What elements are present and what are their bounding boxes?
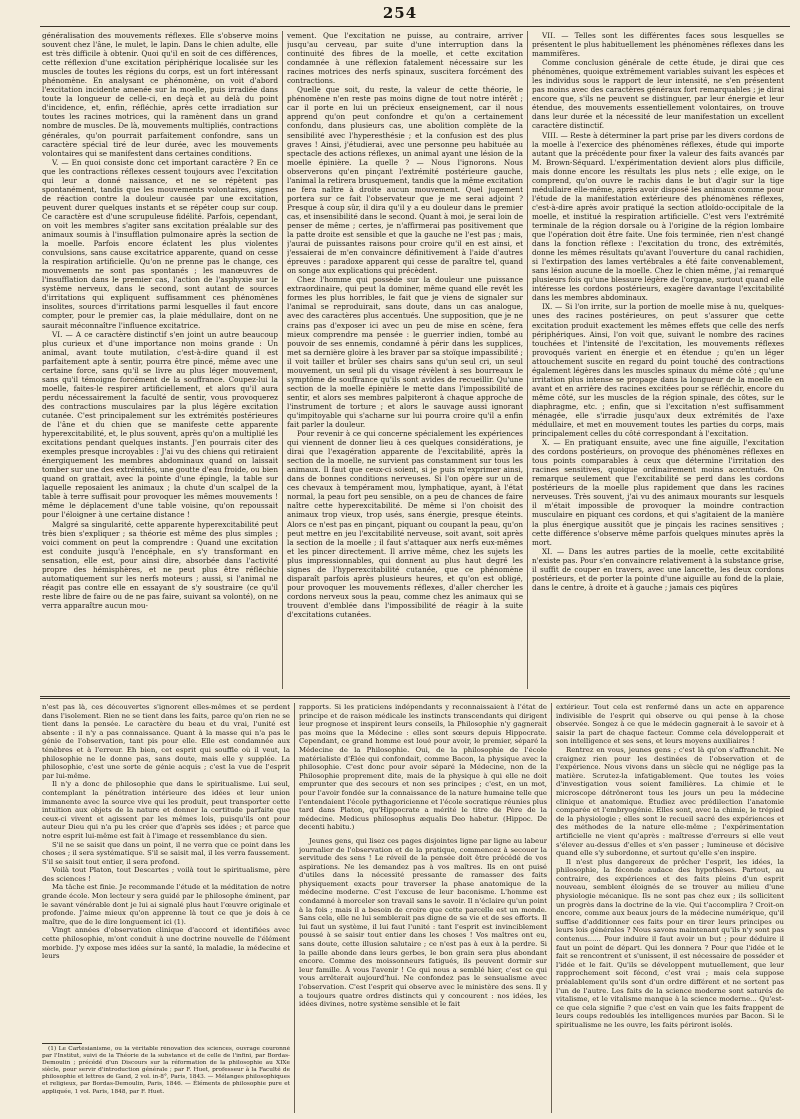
paragraph: Il n'y a donc de philosophie que dans le spiritualisme. Lui seul, contemplant la pénétration intérieure des idées et leur union immanente avec la source vive qui les produit, peut transporter cette intuition aux objets de la nature et donner la certitude parfaite que ceux-ci vivent et agissent par les mêmes lois, puisqu'ils ont pour auteur Dieu qui n'a pu les créer que d'après ses idées ; et parce que notre esprit lui-même est fait à l'image et ressemblance du sien. [42, 780, 290, 840]
footnote-rule [42, 1043, 82, 1044]
paragraph: V. — En quoi consiste donc cet important caractère ? En ce que les contractions réflexes cessent toujours avec l'excitation qui leur a donné naissance, et ne se répètent pas spontanément, tandis que les mouvements volontaires, signes de réaction contre la douleur causée par une excitation, peuvent durer quelques instants et se répéter coup sur coup. Ce caractère est d'une scrupuleuse fidélité. Parfois, cependant, on voit les membres s'agiter sans excitation préalable sur des animaux soumis à l'insufflation pulmonaire après la section de la moelle. Parfois encore éclatent les plus violentes convulsions, sans cause excitatrice apparente, quand on cesse la respiration artificielle. Qu'on ne prenne pas le change, ces mouvements ne sont pas spontanés ; les manœuvres de l'insufflation dans le premier cas, l'action de l'asphyxie sur le système nerveux, dans le second, sont autant de sources d'irritations qui expliquent suffisamment ces phénomènes insolites, sources d'irritations parmi lesquelles il faut encore compter, pour le premier cas, la plaie médullaire, dont on ne saurait méconnaître l'influence excitatrice. [42, 157, 278, 330]
upper-column-2 [287, 31, 523, 691]
paragraph: généralisation des mouvements réflexes. Elle s'observe moins souvent chez l'âne, le mulet, le lapin. Dans le chien adulte, elle est très difficile à obtenir. Quoi qu'il en soit de ces différences, cette réflexion d'une excitation périphérique localisée sur les muscles de toutes les régions du corps, est un fort intéressant phénomène. En analysant ce phénomène, on voit d'abord l'excitation incidente amenée sur la moelle, puis irradiée dans toute la longueur de celle-ci, en deçà et au delà du point d'incidence, et, enfin, réfléchie, après cette irradiation sur toutes les racines motrices, qui la ramènent dans un grand nombre de muscles. De là, mouvements multipliés, contractions générales, qu'on pourrait parfaitement confondre, sans un caractère spécial tiré de leur durée, avec les mouvements volontaires qui se manifestent dans certaines conditions. [42, 31, 278, 158]
footnote: (1) Le Cartésianisme, ou la véritable rénovation des sciences, ouvrage couronné par l'Institut, suivi de la Théorie de la substance et de celle de l'infini, par Bordas-Demoulin ; précédé d'un Discours sur la réformation de la philosophie au XIXe siècle, pour servir d'introduction générale ; par F. Huet, professeur à la Faculté de philosophie et lettres de Gand, 2 vol. in-8°, Paris, 1843. — Mélanges philosophiques et religieux, par Bordas-Demoulin, Paris, 1846. — Éléments de philosophie pure et appliquée, 1 vol. Paris, 1848, par F. Huet. [42, 1046, 290, 1095]
lower-column-2 [299, 703, 547, 1113]
upper-column-3 [532, 31, 784, 691]
paragraph: n'est pas là, ces découvertes s'ignorent elles-mêmes et se perdent dans l'isolement. Rien ne se tient dans les faits, parce qu'on rien ne se tient dans la pensée. Le caractère du beau et du vrai, l'unité est absente : il n'y a pas connaissance. Quant à la masse qui n'a pas le génie de l'observation, tant pis pour elle. Elle est condamnée aux ténèbres et à l'erreur. Eh bien, cet esprit qui souffle où il veut, la philosophie ne le donne pas, sans doute, mais elle y supplée. La philosophie, c'est une sorte de génie acquis ; c'est la vue de l'esprit par lui-même. [42, 703, 290, 780]
column-divider [527, 31, 528, 689]
paragraph: Voilà tout Platon, tout Descartes ; voilà tout le spiritualisme, père des sciences ! [42, 866, 290, 883]
paragraph: Chez l'homme qui possède sur la douleur une puissance extraordinaire, qui peut la dominer, même quand elle revêt les formes les plus horribles, le fait que je viens de signaler sur l'animal se reproduirait, sans doute, dans un cas analogue, avec des caractères plus accentués. Une supposition, que je ne crains pas d'exposer ici avec un peu de mise en scène, fera mieux comprendre ma pensée : le guerrier indien, tombé au pouvoir de ses ennemis, condamné à périr dans les supplices, met sa dernière gloire à les braver par sa stoïque impassibilité ; il voit tailler et brûler ses chairs sans qu'un seul cri, un seul mouvement, un seul pli du visage révèlent à ses bourreaux le symptôme de souffrance qu'ils sont avides de recueillir. Qu'une section de la moelle épinière le mette dans l'impossibilité de sentir, et alors ses membres palpiteront à chaque approche de l'instrument de torture ; et alors le sauvage aussi ignorant qu'impitoyable qui s'acharne sur lui pourra croire qu'il a enfin fait parler la douleur. [287, 275, 523, 430]
paragraph: Ma tâche est finie. Je recommande l'étude et la méditation de notre grande école. Mon lecteur y sera guidé par le philosophe éminent, par le savant vénérable dont je lui ai signalé plus haut l'œuvre originale et profonde. J'aime mieux qu'on apprenne là tout ce que je dois à ce maître, que de le dire longuement ici (1). [42, 883, 290, 926]
paragraph: Quelle que soit, du reste, la valeur de cette théorie, le phénomène n'en reste pas moins digne de tout notre intérêt ; car il porte en lui un précieux enseignement, car il nous apprend qu'on peut confondre et qu'on a certainement confondu, dans plusieurs cas, une abolition complète de la sensibilité avec l'hyperesthésie ; et la confusion est des plus graves ! Ainsi, j'étudierai, avec une personne peu habituée au spectacle des actions réflexes, un animal ayant une lésion de la moelle épinière. La quelle ? — Nous l'ignorons. Nous observerons qu'en pinçant l'extrémité postérieure gauche, l'animal la retirera brusquement, tandis que la même excitation ne fera naître à droite aucun mouvement. Quel jugement portera sur ce fait l'observateur que je me serai adjoint ? Presque à coup sûr, il dira qu'il y a eu douleur dans le premier cas, et insensibilité dans le second. Quant à moi, je serai loin de penser de même ; certes, je n'affirmerai pas positivement que la patte droite est sensible et que la gauche ne l'est pas ; mais, j'aurai de puissantes raisons pour croire qu'il en est ainsi, et j'essaierai de m'en convaincre définitivement à l'aide d'autres épreuves : paradoxe apparent qui cesse de paraître tel, quand on songe aux explications qui précèdent. [287, 85, 523, 276]
page-number: 254 [382, 4, 418, 22]
section-divider [40, 696, 790, 699]
footnotes [42, 1046, 290, 1116]
paragraph: Jeunes gens, qui lisez ces pages disjointes ligne par ligne au labeur journalier de l'observation et de la pratique, commencez à secouer la servitude des sens ! Le réveil de la pensée doit être précédé de vos aspirations. Ne les demandez pas à vos maîtres. Ils en ont puisé d'utiles dans la nécessité pressante de ramasser des faits physiquement exacts pour traverser la phase anatomique de la médecine moderne. C'est l'excuse de leur baconisme. L'homme est condamné à morceler son travail sans le savoir. Il n'éclaire qu'un point à la fois ; mais il a besoin de croire que cette parcelle est un monde. Sans cela, elle ne lui semblerait pas digne de sa vie et de ses efforts. Il lui faut un système, il lui faut l'unité : tant l'esprit est invinciblement poussé à se saisir tout entier dans les choses ! Vos maîtres ont eu, sans doute, cette illusion salutaire ; ce n'est pas à eux à la perdre. Si la paille abonde dans leurs gerbes, le bon grain sera plus abondant encore. Comme des moissonneurs fatigués, ils peuvent dormir sur leur famille. À vous l'avenir ! Ce qui nous a semblé hier, c'est ce qui vous arrêterait aujourd'hui. Ne confondez pas le sensualisme avec l'observation. C'est l'esprit qui observe avec le ministère des sens. Il y a toujours quatre ordres distincts qui y concourent : nos idées, les idées divines, notre système sensible et le fait [299, 836, 547, 1009]
paragraph: rapports. Si les praticiens indépendants y reconnaissaient à l'état de principe et de raison médicale les instincts transcendants qui dirigent leur prognose et inspirent leurs conseils, la Philosophie n'y gagnerait pas moins que la Médecine : elles sont sœurs depuis Hippocrate. Cependant, ce grand homme est loué pour avoir, le premier, séparé la Médecine de la Philosophie. Oui, de la philosophie de l'école matérialiste d'Élée qui confondait, comme Bacon, la physique avec la philosophie. C'est donc pour avoir séparé la Médecine, non de la Philosophie proprement dite, mais de la physique à qui elle ne doit emprunter que des secours et non ses principes ; c'est, en un mot, pour l'avoir fondée sur la connaissance de la nature humaine telle que l'entendaient l'école pythagoricienne et l'école socratique réunies plus tard dans Platon, qu'Hippocrate a mérité le titre de Père de la médecine. Medicus philosophus æqualis Deo habetur. (Hippoc. De decenti habitu.) [299, 703, 547, 832]
column-divider [551, 703, 552, 1113]
column-divider [294, 703, 295, 1113]
paragraph: X. — En pratiquant ensuite, avec une fine aiguille, l'excitation des cordons postérieurs, on provoque des phénomènes réflexes en tous points comparables à ceux que détermine l'irritation des racines sensitives, quoique ordinairement moins accentués. On remarque seulement que l'excitabilité se perd dans les cordons postérieurs de la moelle plus rapidement que dans les racines nerveuses. Très souvent, j'ai vu des animaux mourants sur lesquels il m'était impossible de provoquer la moindre contraction musculaire en piquant ces cordons, et qui s'agitaient de la manière la plus énergique aussitôt que je pinçais les racines sensitives ; cette différence s'observe même parfois quelques minutes après la mort. [532, 438, 784, 547]
paragraph: VIII. — Reste à déterminer la part prise par les divers cordons de la moelle à l'exercice des phénomènes réflexes, étude qui importe autant que la précédente pour fixer la valeur des faits avancés par M. Brown-Séquard. L'expérimentation devient alors plus difficile, mais donne encore les résultats les plus nets ; elle exige, on le comprend, qu'on ouvre le rachis dans le but d'agir sur la tige médullaire elle-même, après avoir disposé les animaux comme pour l'étude de la manifestation extérieure des phénomènes réflexes, c'est-à-dire après avoir pratiqué la section atloïdo-occipitale de la moelle, et institué la respiration artificielle. C'est vers l'extrémité terminale de la région dorsale ou à l'origine de la région lombaire que l'opération doit être faite. Une fois terminée, rien n'est changé dans la fonction réflexe : l'excitation du tronc, des extrémités, donne les mêmes résultats qu'avant l'ouverture du canal rachidien, si l'extirpation des lames vertébrales a été faite convenablement, sans lésion aucune de la moelle. Chez le chien même, j'ai remarqué plusieurs fois qu'une blessure légère de l'organe, surtout quand elle intéresse les cordons postérieurs, exagère davantage l'excitabilité dans les membres abdominaux. [532, 130, 784, 303]
paragraph: Rentrez en vous, jeunes gens ; c'est là qu'on s'affranchit. Ne craignez rien pour les destinées de l'observation et de l'expérience. Nous vivons dans un siècle qui ne néglige pas la matière. Scrutez-la infatigablement. Que toutes les voies d'investigation vous soient familières. La chimie et le microscope détrôneront tous les jours un peu la médecine clinique et anatomique. Étudiez avec prédilection l'anatomie comparée et l'embryogénie. Elles sont, avec la chimie, le trépied de la physiologie ; elles sont le recueil sacré des expériences et des méthodes de la nature elle-même ; l'expérimentation artificielle ne vient qu'après : maîtresse d'erreurs si elle veut s'élever au-dessus d'elles et s'en passer ; lumineuse et décisive quand elle s'y subordonne, et surtout qu'elle s'en inspire. [556, 745, 784, 858]
paragraph: S'il ne se saisit que dans un point, il ne verra que ce point dans les choses ; il sera systématique. S'il se saisit mal, il les verra faussement. S'il se saisit tout entier, il sera profond. [42, 840, 290, 866]
header-rule [40, 26, 790, 27]
lower-column-1 [42, 703, 290, 1039]
lower-column-3 [556, 703, 784, 1113]
paragraph: VI. — A ce caractère distinctif s'en joint un autre beaucoup plus curieux et d'une importance non moins grande : Un animal, avant toute mutilation, c'est-à-dire quand il est parfaitement apte à sentir, pourra être pincé, même avec une certaine force, sans qu'il se livre au plus léger mouvement, sans qu'il témoigne forcément de la souffrance. Coupez-lui la moelle, faites-le respirer artificiellement, et alors qu'il aura perdu nécessairement la faculté de sentir, vous provoquerez des contractions musculaires par la plus légère excitation cutanée. C'est principalement sur les extrémités postérieures de l'âne et du chien que se manifeste cette apparente hyperexcitabilité, et, le plus souvent, après qu'on a multiplié les excitations pendant quelques instants. J'en pourrais citer des exemples presque incroyables : J'ai vu des chiens qui retiraient énergiquement les membres abdominaux quand on laissait tomber sur une des extrémités, une goutte d'eau froide, ou bien quand on grattait, avec la pointe d'une épingle, la table sur laquelle reposaient les animaux ; la chute d'un scalpel de la table à terre suffisait pour provoquer les mêmes mouvements ! même le déplacement d'une table voisine, qu'on repoussait pour l'éloigner à une certaine distance ! [42, 329, 278, 520]
paragraph: XI. — Dans les autres parties de la moelle, cette excitabilité n'existe pas. Pour s'en convaincre relativement à la substance grise, il suffit de couper en travers, avec une lancette, les deux cordons postérieurs, et de porter la pointe d'une aiguille au fond de la plaie, dans le centre, à droite et à gauche ; jamais ces piqûres [532, 546, 784, 592]
paragraph: Malgré sa singularité, cette apparente hyperexcitabilité peut très bien s'expliquer ; sa théorie est même des plus simples ; voici comment on peut la comprendre : Quand une excitation est conduite jusqu'à l'encéphale, en s'y transformant en sensation, elle est, pour ainsi dire, absorbée dans l'activité propre des hémisphères, et ne peut plus être réfléchie automatiquement sur les nerfs moteurs ; aussi, si l'animal ne réagit pas contre elle en essayant de s'y soustraire (ce qu'il reste libre de faire ou de ne pas faire, suivant sa volonté), on ne verra apparaître aucun mou- [42, 519, 278, 610]
paragraph: Il n'est plus dangereux de prêcher l'esprit, les idées, la philosophie, la féconde audace des hypothèses. Partout, au contraire, des expériences et des faits pleins d'un esprit nouveau, semblent éloignés de se trouver au milieu d'une physiologie mécanique. Ils ne sont pas chez eux ; ils sollicitent un progrès dans la doctrine de la vie. Qui t'accomplira ? Croit-on encore, comme aux beaux jours de la médecine numérique, qu'il suffise d'additionner ces faits pour en tirer leurs principes ou leurs lois générales ? Nous savons maintenant qu'ils n'y sont pas contenus...... Pour induire il faut avoir un but ; pour déduire il faut un point de départ. Qui les donnera ? Pour que l'idée et le fait se rencontrent et s'unissent, il est nécessaire de posséder et l'idée et le fait. Qu'ils se développent mutuellement, que leur rapprochement soit fécond, c'est vrai ; mais cela suppose préalablement qu'ils sont d'un ordre différent et ne sortent pas l'un de l'autre. Les faits de la science moderne sont saturés de vitalisme, et le vitalisme manque à la science moderne... Qu'est-ce que cela signifie ? que c'est en vain que les faits frappent de leurs coups redoublés les intelligences murées par Bacon. Si le spiritualisme ne les ouvre, les faits périront isolés. [556, 857, 784, 1029]
paragraph: VII. — Telles sont les différentes faces sous lesquelles se présentent le plus habituellement les phénomènes réflexes dans les mammifères. [532, 31, 784, 59]
paragraph: vement. Que l'excitation ne puisse, au contraire, arriver jusqu'au cerveau, par suite d'une interruption dans la continuité des fibres de la moelle, et cette excitation condamnée à une réflexion fatalement nécessaire sur les racines motrices des nerfs spinaux, suscitera forcément des contractions. [287, 31, 523, 86]
upper-column-1 [42, 31, 278, 691]
paragraph: Vingt années d'observation clinique d'accord et identifiées avec cette philosophie, m'ont conduit à une doctrine nouvelle de l'élément morbide. J'y expose mes idées sur la santé, la maladie, la médecine et leurs [42, 926, 290, 961]
paragraph: extérieur. Tout cela est renfermé dans un acte en apparence indivisible de l'esprit qui observe ou qui pense à la chose observée. Songez à ce que le médecin gagnerait à le savoir et à saisir la part de chaque facteur. Comme cela développerait et son intelligence et ses sens, et leurs moyens auxiliaires ! [556, 703, 784, 746]
paragraph: Comme conclusion générale de cette étude, je dirai que ces phénomènes, quoique extrêmement variables suivant les espèces et les individus sous le rapport de leur intensité, ne s'en présentent pas moins avec des caractères généraux fort remarquables ; je dirai encore que, s'ils ne peuvent se distinguer, par leur énergie et leur étendue, des mouvements essentiellement volontaires, on trouve dans leur durée et la nécessité de leur manifestation un excellent caractère distinctif. [532, 58, 784, 131]
column-divider [282, 31, 283, 689]
paragraph: Pour revenir à ce qui concerne spécialement les expériences qui viennent de donner lieu à ces quelques considérations, je dirai que l'exagération apparente de l'excitabilité, après la section de la moelle, ne survient pas constamment sur tous les animaux. Il faut que ceux-ci soient, si je puis m'exprimer ainsi, dans de bonnes conditions nerveuses. Si l'on opère sur un de ces chevaux à tempérament mou, lymphatique, ayant, à l'état normal, la peau fort peu sensible, on a peu de chances de faire naître cette hyperexcitabilité. De même si l'on choisit des animaux trop vieux, trop usés, sans énergie, presque éteints. Alors ce n'est pas en pinçant, piquant ou coupant la peau, qu'on peut mettre en jeu l'excitabilité nerveuse, soit avant, soit après la section de la moelle ; il faut s'attaquer aux nerfs eux-mêmes et les pincer directement. Il arrive même, chez les sujets les plus impressionnables, qui donnent au plus haut degré les signes de l'hyperexcitabilité cutanée, que ce phénomène disparaît parfois après plusieurs heures, et qu'on est obligé, pour provoquer les mouvements réflexes, d'aller chercher les cordons nerveux sous la peau, comme chez les animaux qui se trouvent d'emblée dans l'impossibilité de réagir à la suite d'excitations cutanées. [287, 429, 523, 619]
paragraph: IX. — Si l'on irrite, sur la portion de moelle mise à nu, quelques-unes des racines postérieures, on peut s'assurer que cette excitation produit exactement les mêmes effets que celle des nerfs périphériques. Ainsi, l'on voit que, suivant le nombre des racines touchées et l'intensité de l'excitation, les mouvements réflexes provoqués varient en énergie et en étendue ; qu'en un léger attouchement suscite en regard du point touché des contractions également légères dans les muscles spinaux du même côté ; qu'une irritation plus intense se propage dans la longueur de la moelle en avant et en arrière des racines excitées pour se réfléchir, encore du même côté, sur les muscles de la région spinale, des côtes, sur le diaphragme, etc. ; enfin, que si l'excitation n'est suffisamment ménagée, elle s'irradie jusqu'aux deux extrémités de l'axe médullaire, et met en mouvement toutes les parties du corps, mais principalement celles du côté correspondant à l'excitation. [532, 302, 784, 439]
